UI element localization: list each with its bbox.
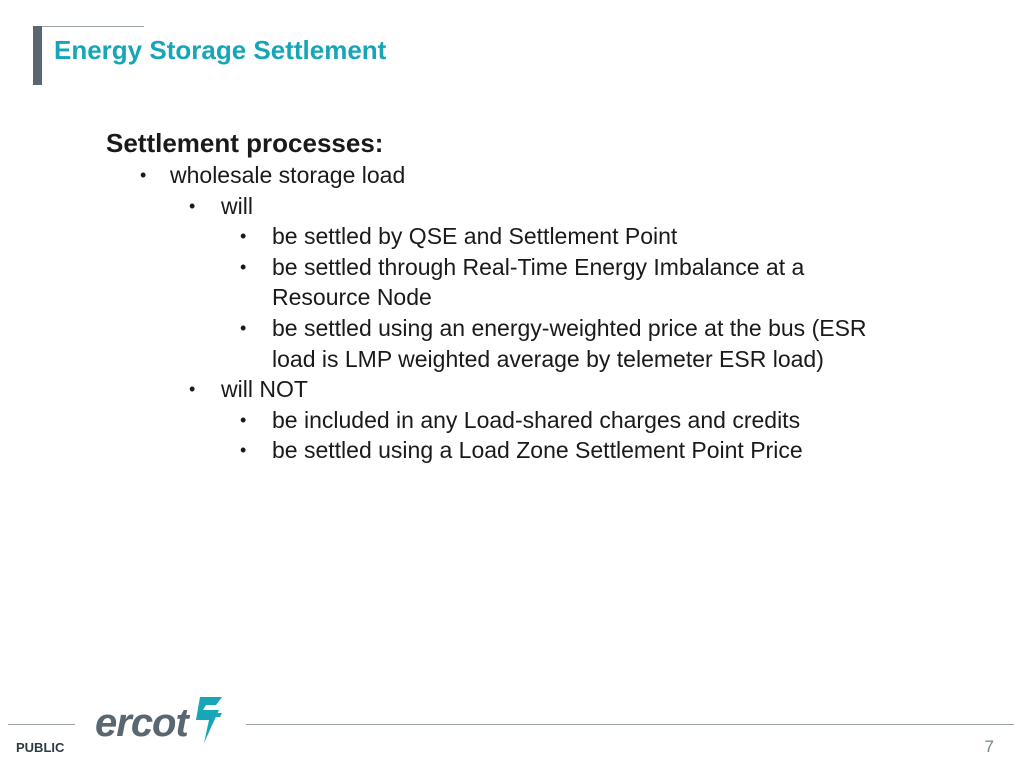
bullet-icon: • xyxy=(189,195,196,216)
footer-divider-right xyxy=(246,724,1014,725)
classification-label: PUBLIC xyxy=(16,740,65,755)
bullet-icon: • xyxy=(240,317,247,338)
list-item xyxy=(106,160,906,191)
list-item xyxy=(106,374,906,405)
list-item-text: be included in any Load-shared charges and credits xyxy=(272,406,801,433)
slide-title: Energy Storage Settlement xyxy=(54,35,387,65)
slide-content xyxy=(106,126,906,466)
bullet-icon: • xyxy=(240,226,247,247)
list-item-text: be settled using a Load Zone Settlement Point Price xyxy=(272,437,803,464)
list-item xyxy=(106,221,872,252)
bullet-icon: • xyxy=(240,440,247,461)
bullet-icon: • xyxy=(240,256,247,277)
list-item xyxy=(106,252,872,313)
list-item xyxy=(106,435,872,466)
bullet-icon: • xyxy=(189,379,196,400)
ercot-lightning-mark-icon xyxy=(192,695,226,745)
bullet-icon: • xyxy=(140,165,147,185)
list-item-text: be settled by QSE and Settlement Point xyxy=(272,223,678,250)
list-item-text: will NOT xyxy=(221,376,308,403)
list-item xyxy=(106,191,906,222)
list-item-text: will xyxy=(221,192,253,219)
list-item-text: be settled using an energy-weighted price at the bus (ESR load is LMP weighted average by telemeter ESR load) xyxy=(272,314,867,372)
list-item xyxy=(106,405,872,436)
list-item-text: be settled through Real-Time Energy Imbalance at a Resource Node xyxy=(272,253,805,311)
logo-wordmark: ercot xyxy=(95,701,188,745)
header-divider xyxy=(42,26,144,27)
header-accent-bar xyxy=(33,26,42,85)
content-heading: Settlement processes: xyxy=(106,128,384,158)
list-item-text: wholesale storage load xyxy=(170,162,406,188)
ercot-logo xyxy=(95,700,226,746)
bullet-icon: • xyxy=(240,409,247,430)
page-number: 7 xyxy=(984,737,994,756)
footer-divider-left xyxy=(8,724,75,725)
list-item xyxy=(106,313,872,374)
